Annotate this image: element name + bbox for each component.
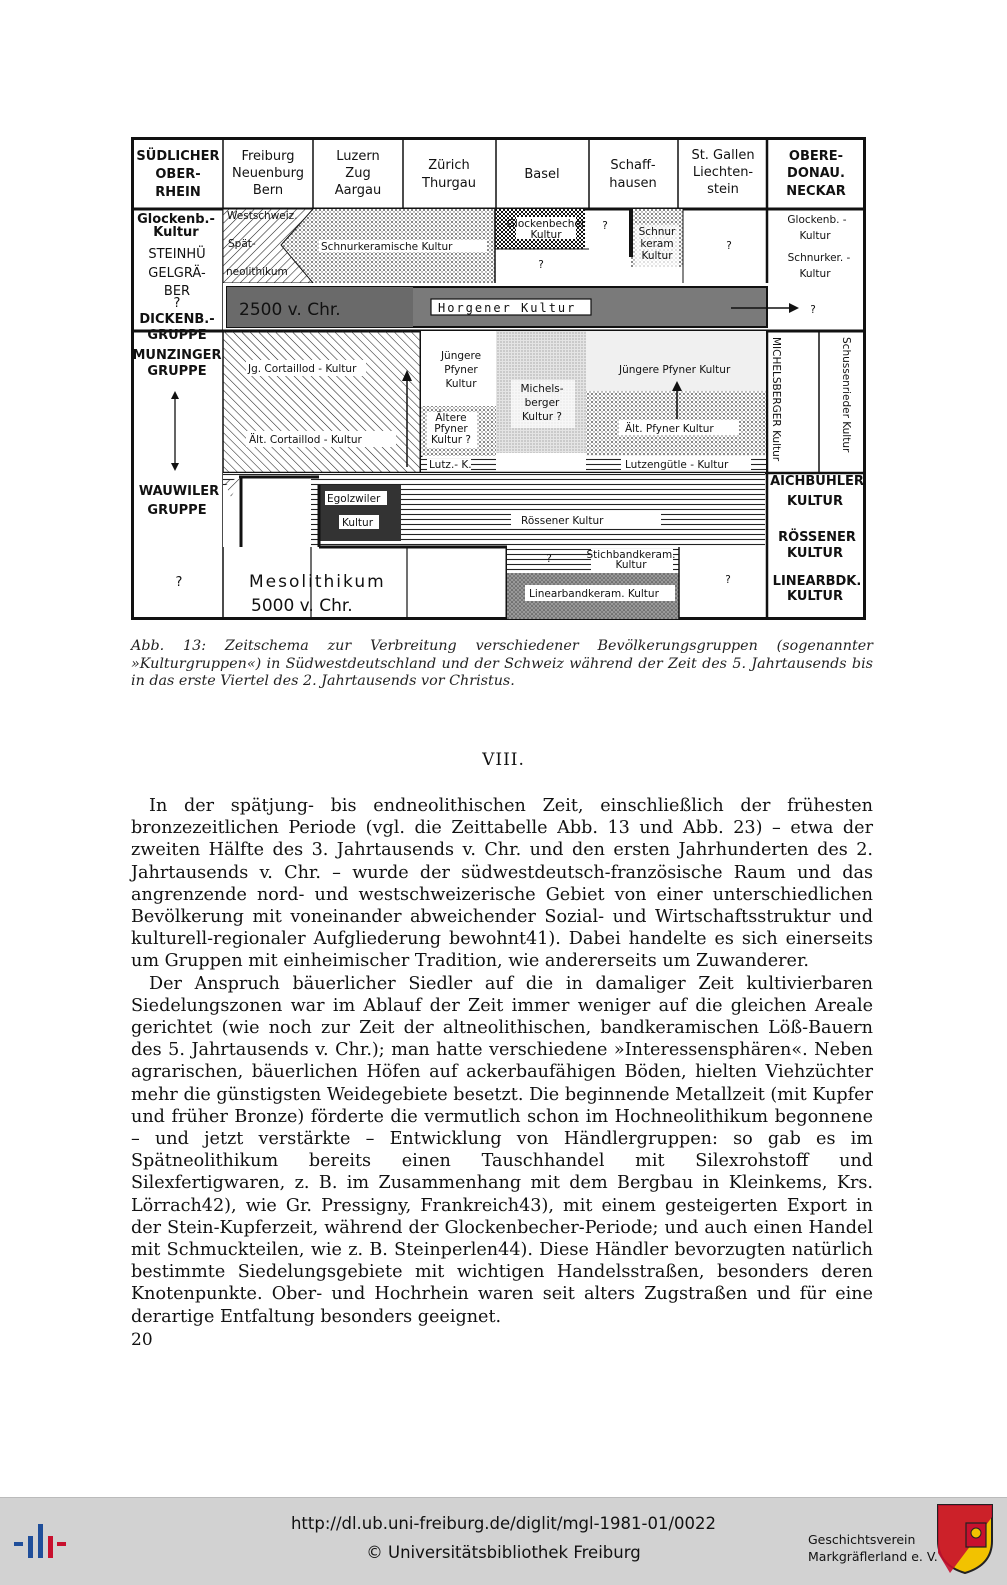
right-linearbdk-1: LINEARBDK. <box>772 574 862 589</box>
cell-linearband: Linearbandkeram. Kultur <box>529 588 659 600</box>
right-glockenb-1: Glockenb. - <box>787 214 847 226</box>
cell-q-stich: ? <box>546 553 552 565</box>
cell-stich-1: Stichbandkeram. <box>586 549 676 561</box>
footer-url-link[interactable]: http://dl.ub.uni-freiburg.de/diglit/mgl-1981-01/0022 <box>290 1514 717 1533</box>
right-linearbdk-2: KULTUR <box>787 589 843 604</box>
right-roessener-2: KULTUR <box>787 546 843 561</box>
cell-michels-3: Kultur ? <box>522 411 562 423</box>
hdr-right-2: DONAU. <box>787 166 845 181</box>
cell-mesolithikum: Mesolithikum <box>249 572 386 592</box>
cell-q-basel: ? <box>602 220 608 232</box>
cell-q-right-bottom: ? <box>725 574 731 586</box>
left-munzinger-2: GRUPPE <box>147 364 207 379</box>
body-text <box>131 795 873 1328</box>
right-aichbuehler-2: KULTUR <box>787 494 843 509</box>
cell-q-basel2: ? <box>538 259 544 271</box>
hdr-col1-3: Bern <box>252 183 284 198</box>
cell-jg-cortaillod: Jg. Cortaillod - Kultur <box>248 363 357 375</box>
cell-neolithikum: neolithikum <box>226 266 288 278</box>
right-glockenb-2: Kultur <box>799 230 831 242</box>
cell-q-horgen: ? <box>810 304 816 316</box>
paragraph-2: Der Anspruch bäuerlicher Siedler auf die in damaliger Zeit kultivierbaren Siedelungszonen war im Ablauf der Zeit immer weniger auf die gleichen Areale gerichtet (wie noch zur Zeit der altneolithischen, bandkeramischen Löß-Bauern des 5. Jahrtausends v. Chr.); man hatte verschiedene »Interessensphären«. Neben agrarischen, bäuerlichen Höfen auf ackerbaufähigen Böden, hielten Viehzüchter mehr die günstigsten Weidegebiete besetzt. Die beginnende Metallzeit (mit Kupfer und früher Bronze) förderte die vermutlich schon im Hochneolithikum begonnene – und jetzt verstärkte – Entwicklung von Händlergruppen: so gab es im Spätneolithikum bereits einen Tauschhandel mit Silexrohstoff und Silexfertigwaren, z. B. im Zusammenhang mit dem Bergbau in Kleinkems, Krs. Lörrach42), wie Gr. Pressigny, Frankreich43), mit einem gesteigerten Export in der Stein-Kupferzeit, während der Glockenbecher-Periode; und auch einen Handel mit Schmuckteilen, wie z. B. Steinperlen44). Diese Händler bevorzugten natürlich bestimmte Siedelungsgebiete mit wichtigen Handelsstraßen, besonders deren Knotenpunkte. Ober- und Hochrhein waren seit alters Zugstraßen und für eine derartige Entfaltung besonders geeignet. <box>131 973 873 1327</box>
hdr-col1-1: Freiburg <box>241 149 295 164</box>
cell-glockenbecher-basel-1: Glockenbecher <box>506 218 586 230</box>
cell-michels-2: berger <box>524 397 560 409</box>
hdr-col2-2: Zug <box>345 166 371 181</box>
hdr-col5-1: Schaff- <box>610 158 656 173</box>
cell-alt-pfyner-k: Ält. Pfyner Kultur <box>625 423 714 435</box>
left-steinhuegel-2: GELGRÄ- <box>148 266 206 281</box>
figure-caption: Abb. 13: Zeitschema zur Verbreitung verschiedener Bevölkerungsgruppen (sogenannter »Kulturgruppen«) in Südwestdeutschland und der Schweiz während der Zeit des 5. Jahrtausends bis in das erste Viertel des 2. Jahrtausends vor Christus. <box>131 638 873 689</box>
hdr-right-3: NECKAR <box>786 184 846 199</box>
right-roessener-1: RÖSSENER <box>778 530 856 545</box>
left-dickenb-2: GRUPPE <box>147 328 207 343</box>
crest-icon <box>936 1503 994 1575</box>
footer-divider <box>0 1497 1007 1498</box>
hdr-col6-3: stein <box>707 182 739 197</box>
page-number: 20 <box>131 1330 153 1350</box>
hdr-col3-1: Zürich <box>428 158 470 173</box>
cell-michels-1: Michels- <box>520 383 564 395</box>
left-munzinger-1: MUNZINGER <box>132 348 222 363</box>
right-aichbuehler-1: AICHBÜHLER <box>770 474 864 489</box>
hdr-col3-2: Thurgau <box>422 176 476 191</box>
cell-alt-pfyner-2: Pfyner <box>434 423 468 435</box>
cell-jg-pfyner-z-3: Kultur <box>445 378 477 390</box>
left-question: ? <box>175 575 183 590</box>
band-cortaillod <box>223 331 421 477</box>
left-steinhuegel-3: BER <box>163 284 191 299</box>
cell-westschweiz: Westschweiz. <box>227 210 298 222</box>
footer-org[interactable] <box>808 1531 938 1565</box>
cell-schnur-1: Schnur <box>638 226 676 238</box>
cell-egolzwiler: Egolzwiler <box>327 493 381 505</box>
cell-kultur-ego: Kultur <box>342 517 374 529</box>
left-wauwiler-2: GRUPPE <box>147 503 207 518</box>
cell-lutz: Lutz.- K. <box>429 459 472 471</box>
cell-horgener: Horgener Kultur <box>438 301 577 315</box>
cell-schussenrieder-vert: Schussenrieder Kultur <box>840 337 852 453</box>
cell-alt-pfyner-1: Ältere <box>435 412 467 424</box>
section-heading: VIII. <box>482 750 525 770</box>
footer-org-line1: Geschichtsverein <box>808 1532 916 1547</box>
left-steinhuegel-q: ? <box>173 296 181 311</box>
cell-schnur-2: keram <box>640 238 674 250</box>
right-schnurker-1: Schnurker. - <box>787 252 851 264</box>
hdr-col2-3: Aargau <box>334 183 382 198</box>
cell-schnurkeramische: Schnurkeramische Kultur <box>321 241 453 253</box>
paragraph-1: In der spätjung- bis endneolithischen Zeit, einschließlich der frühesten bronzezeitlichen Periode (vgl. die Zeittabelle Abb. 13 und Abb. 23) – etwa der zweiten Hälfte des 3. Jahrtausends v. Chr. und den ersten Jahrhunderten des 2. Jahrtausends v. Chr. – wurde der südwestdeutsch-französische Raum und das angrenzende nord- und westschweizerische Gebiet von einer unterschiedlichen Bevölkerung mit voneinander abweichender Sozial- und Wirtschaftsstruktur und kulturell-regionaler Aufgliederung bewohnt41). Dabei handelte es sich einerseits um Gruppen mit einheimischer Tradition, wie andererseits um Zuwanderer. <box>131 796 873 972</box>
hdr-col5-2: hausen <box>609 176 657 191</box>
footer-bar <box>0 1497 1007 1585</box>
left-wauwiler-1: WAUWILER <box>138 484 220 499</box>
left-steinhuegel-1: STEINHÜ <box>148 247 206 262</box>
hdr-left-3: RHEIN <box>155 185 201 200</box>
footer-org-line2: Markgräflerland e. V. <box>808 1549 938 1564</box>
left-glockenb-1: Glockenb.- <box>137 212 215 227</box>
hdr-left-1: SÜDLICHER <box>136 149 220 164</box>
cell-stich-2: Kultur <box>615 559 647 571</box>
hdr-right-1: OBERE- <box>788 149 844 164</box>
cell-date-2500: 2500 v. Chr. <box>239 300 341 320</box>
hdr-left-2: OBER- <box>155 167 201 182</box>
left-dickenb-1: DICKENB.- <box>139 312 215 327</box>
cell-lutzengueetle: Lutzengütle - Kultur <box>625 459 729 471</box>
hdr-col1-2: Neuenburg <box>231 166 305 181</box>
cell-date-5000: 5000 v. Chr. <box>251 596 353 616</box>
chronology-chart <box>131 137 873 627</box>
hdr-col6-1: St. Gallen <box>691 148 755 163</box>
hdr-col6-2: Liechten- <box>692 165 754 180</box>
cell-spaet: Spät- <box>228 238 256 250</box>
cell-jg-pfyner: Jüngere Pfyner Kultur <box>619 364 731 376</box>
hdr-col4-1: Basel <box>524 167 560 182</box>
cell-roessener: Rössener Kultur <box>521 515 604 527</box>
hdr-col2-1: Luzern <box>336 149 380 164</box>
cell-glockenbecher-basel-2: Kultur <box>530 229 562 241</box>
cell-schnur-3: Kultur <box>641 250 673 262</box>
cell-q-stgallen: ? <box>726 240 732 252</box>
right-schnurker-2: Kultur <box>799 268 831 280</box>
cell-michelsberger-vert: MICHELSBERGER Kultur <box>770 337 782 462</box>
cell-jg-pfyner-z-1: Jüngere <box>440 350 482 362</box>
cell-jg-pfyner-z-2: Pfyner <box>444 364 478 376</box>
cell-alt-pfyner-3: Kultur ? <box>431 434 471 446</box>
footer-copyright: © Universitätsbibliothek Freiburg <box>366 1543 641 1562</box>
left-glockenb-2: Kultur <box>153 225 199 240</box>
cell-alt-cortaillod: Ält. Cortaillod - Kultur <box>249 434 362 446</box>
